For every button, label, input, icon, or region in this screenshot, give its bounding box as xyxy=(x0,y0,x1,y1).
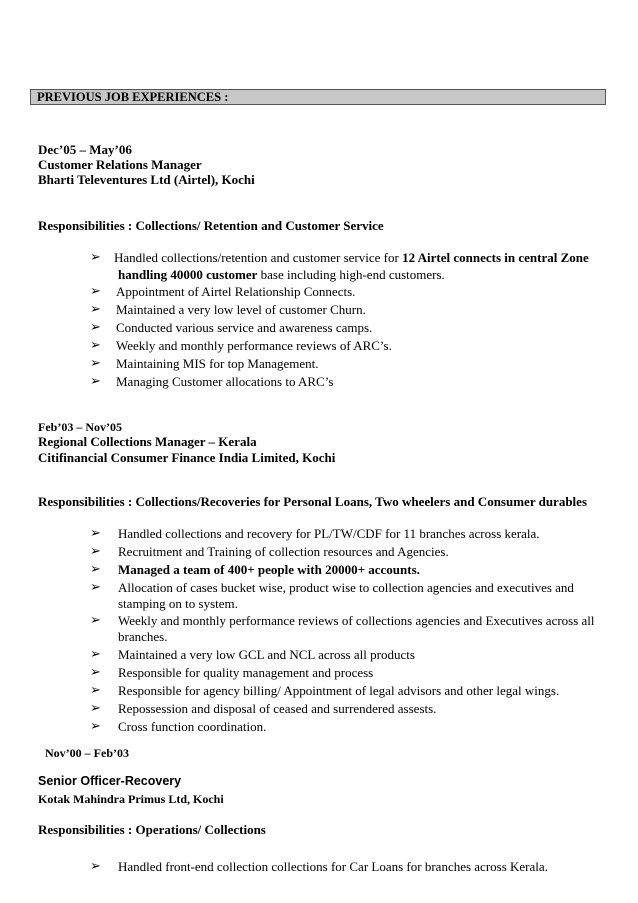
job1-responsibilities: Responsibilities : Collections/ Retention and Customer Service xyxy=(38,218,384,233)
job1-bullet-4: Conducted various service and awareness camps. xyxy=(116,320,373,335)
job3-role: Senior Officer-Recovery xyxy=(38,774,182,788)
job2-bullet-3: Managed a team of 400+ people with 20000+ accounts. xyxy=(118,562,420,577)
job1-company: Bharti Televentures Ltd (Airtel), Kochi xyxy=(38,172,255,187)
job3-bullet-1: Handled front-end collection collections for Car Loans for branches across Kerala. xyxy=(118,859,548,874)
bullet-arrow-icon: ➢ xyxy=(90,562,101,577)
job1-bullet-6: Maintaining MIS for top Management. xyxy=(116,356,319,371)
bullet-arrow-icon: ➢ xyxy=(90,374,101,389)
job2-bullet-7: Responsible for quality management and process xyxy=(118,665,374,680)
bullet-arrow-icon: ➢ xyxy=(90,719,101,734)
bullet-arrow-icon: ➢ xyxy=(90,544,101,559)
job2-bullet-1: Handled collections and recovery for PL/TW/CDF for 11 branches across kerala. xyxy=(118,526,540,541)
job2-company: Citifinancial Consumer Finance India Limited, Kochi xyxy=(38,450,336,465)
job1-bullet-7: Managing Customer allocations to ARC’s xyxy=(116,374,334,389)
job2-bullet-2: Recruitment and Training of collection resources and Agencies. xyxy=(118,544,449,559)
job2-bullet-9: Repossession and disposal of ceased and surrendered assests. xyxy=(118,701,437,716)
bullet-arrow-icon: ➢ xyxy=(90,302,101,317)
bullet-arrow-icon: ➢ xyxy=(90,701,101,716)
job1-period: Dec’05 – May’06 xyxy=(38,142,132,157)
job1-bullet-1-cont: handling 40000 customer base including high-end customers. xyxy=(118,267,445,282)
bullet-arrow-icon: ➢ xyxy=(90,320,101,335)
bullet-arrow-icon: ➢ xyxy=(90,284,101,299)
job3-responsibilities: Responsibilities : Operations/ Collections xyxy=(38,822,266,837)
job3-period: Nov’00 – Feb’03 xyxy=(45,746,129,760)
bullet-arrow-icon: ➢ xyxy=(90,613,101,628)
bullet-arrow-icon: ➢ xyxy=(90,859,101,874)
job1-bullet-1: Handled collections/retention and customer service for 12 Airtel connects in central Zone xyxy=(114,250,589,265)
job1-bullet-5: Weekly and monthly performance reviews of ARC’s. xyxy=(116,338,392,353)
job1-bullet-2: Appointment of Airtel Relationship Connects. xyxy=(116,284,356,299)
job2-responsibilities: Responsibilities : Collections/Recoveries for Personal Loans, Two wheelers and Consumer durables xyxy=(38,494,588,509)
job2-bullet-8: Responsible for agency billing/ Appointment of legal advisors and other legal wings. xyxy=(118,683,560,698)
job2-bullet-4: Allocation of cases bucket wise, product wise to collection agencies and executives and xyxy=(118,580,574,595)
bullet-arrow-icon: ➢ xyxy=(90,526,101,541)
job2-role: Regional Collections Manager – Kerala xyxy=(38,434,257,449)
job2-bullet-6: Maintained a very low GCL and NCL across all products xyxy=(118,647,415,662)
job1-role: Customer Relations Manager xyxy=(38,157,202,172)
job2-bullet-5-cont: branches. xyxy=(118,629,168,644)
job1-bullet-3: Maintained a very low level of customer Churn. xyxy=(116,302,366,317)
bullet-arrow-icon: ➢ xyxy=(90,250,101,265)
job2-period: Feb’03 – Nov’05 xyxy=(38,420,122,434)
bullet-arrow-icon: ➢ xyxy=(90,665,101,680)
section-title: PREVIOUS JOB EXPERIENCES : xyxy=(37,90,229,104)
bullet-arrow-icon: ➢ xyxy=(90,683,101,698)
bullet-arrow-icon: ➢ xyxy=(90,338,101,353)
bullet-arrow-icon: ➢ xyxy=(90,580,101,595)
bullet-arrow-icon: ➢ xyxy=(90,356,101,371)
section-header xyxy=(30,89,606,105)
job2-bullet-4-cont: stamping on to system. xyxy=(118,596,238,611)
job2-bullet-10: Cross function coordination. xyxy=(118,719,267,734)
job3-company: Kotak Mahindra Primus Ltd, Kochi xyxy=(38,792,224,806)
job2-bullet-5: Weekly and monthly performance reviews of collections agencies and Executives across all xyxy=(118,613,595,628)
bullet-arrow-icon: ➢ xyxy=(90,647,101,662)
